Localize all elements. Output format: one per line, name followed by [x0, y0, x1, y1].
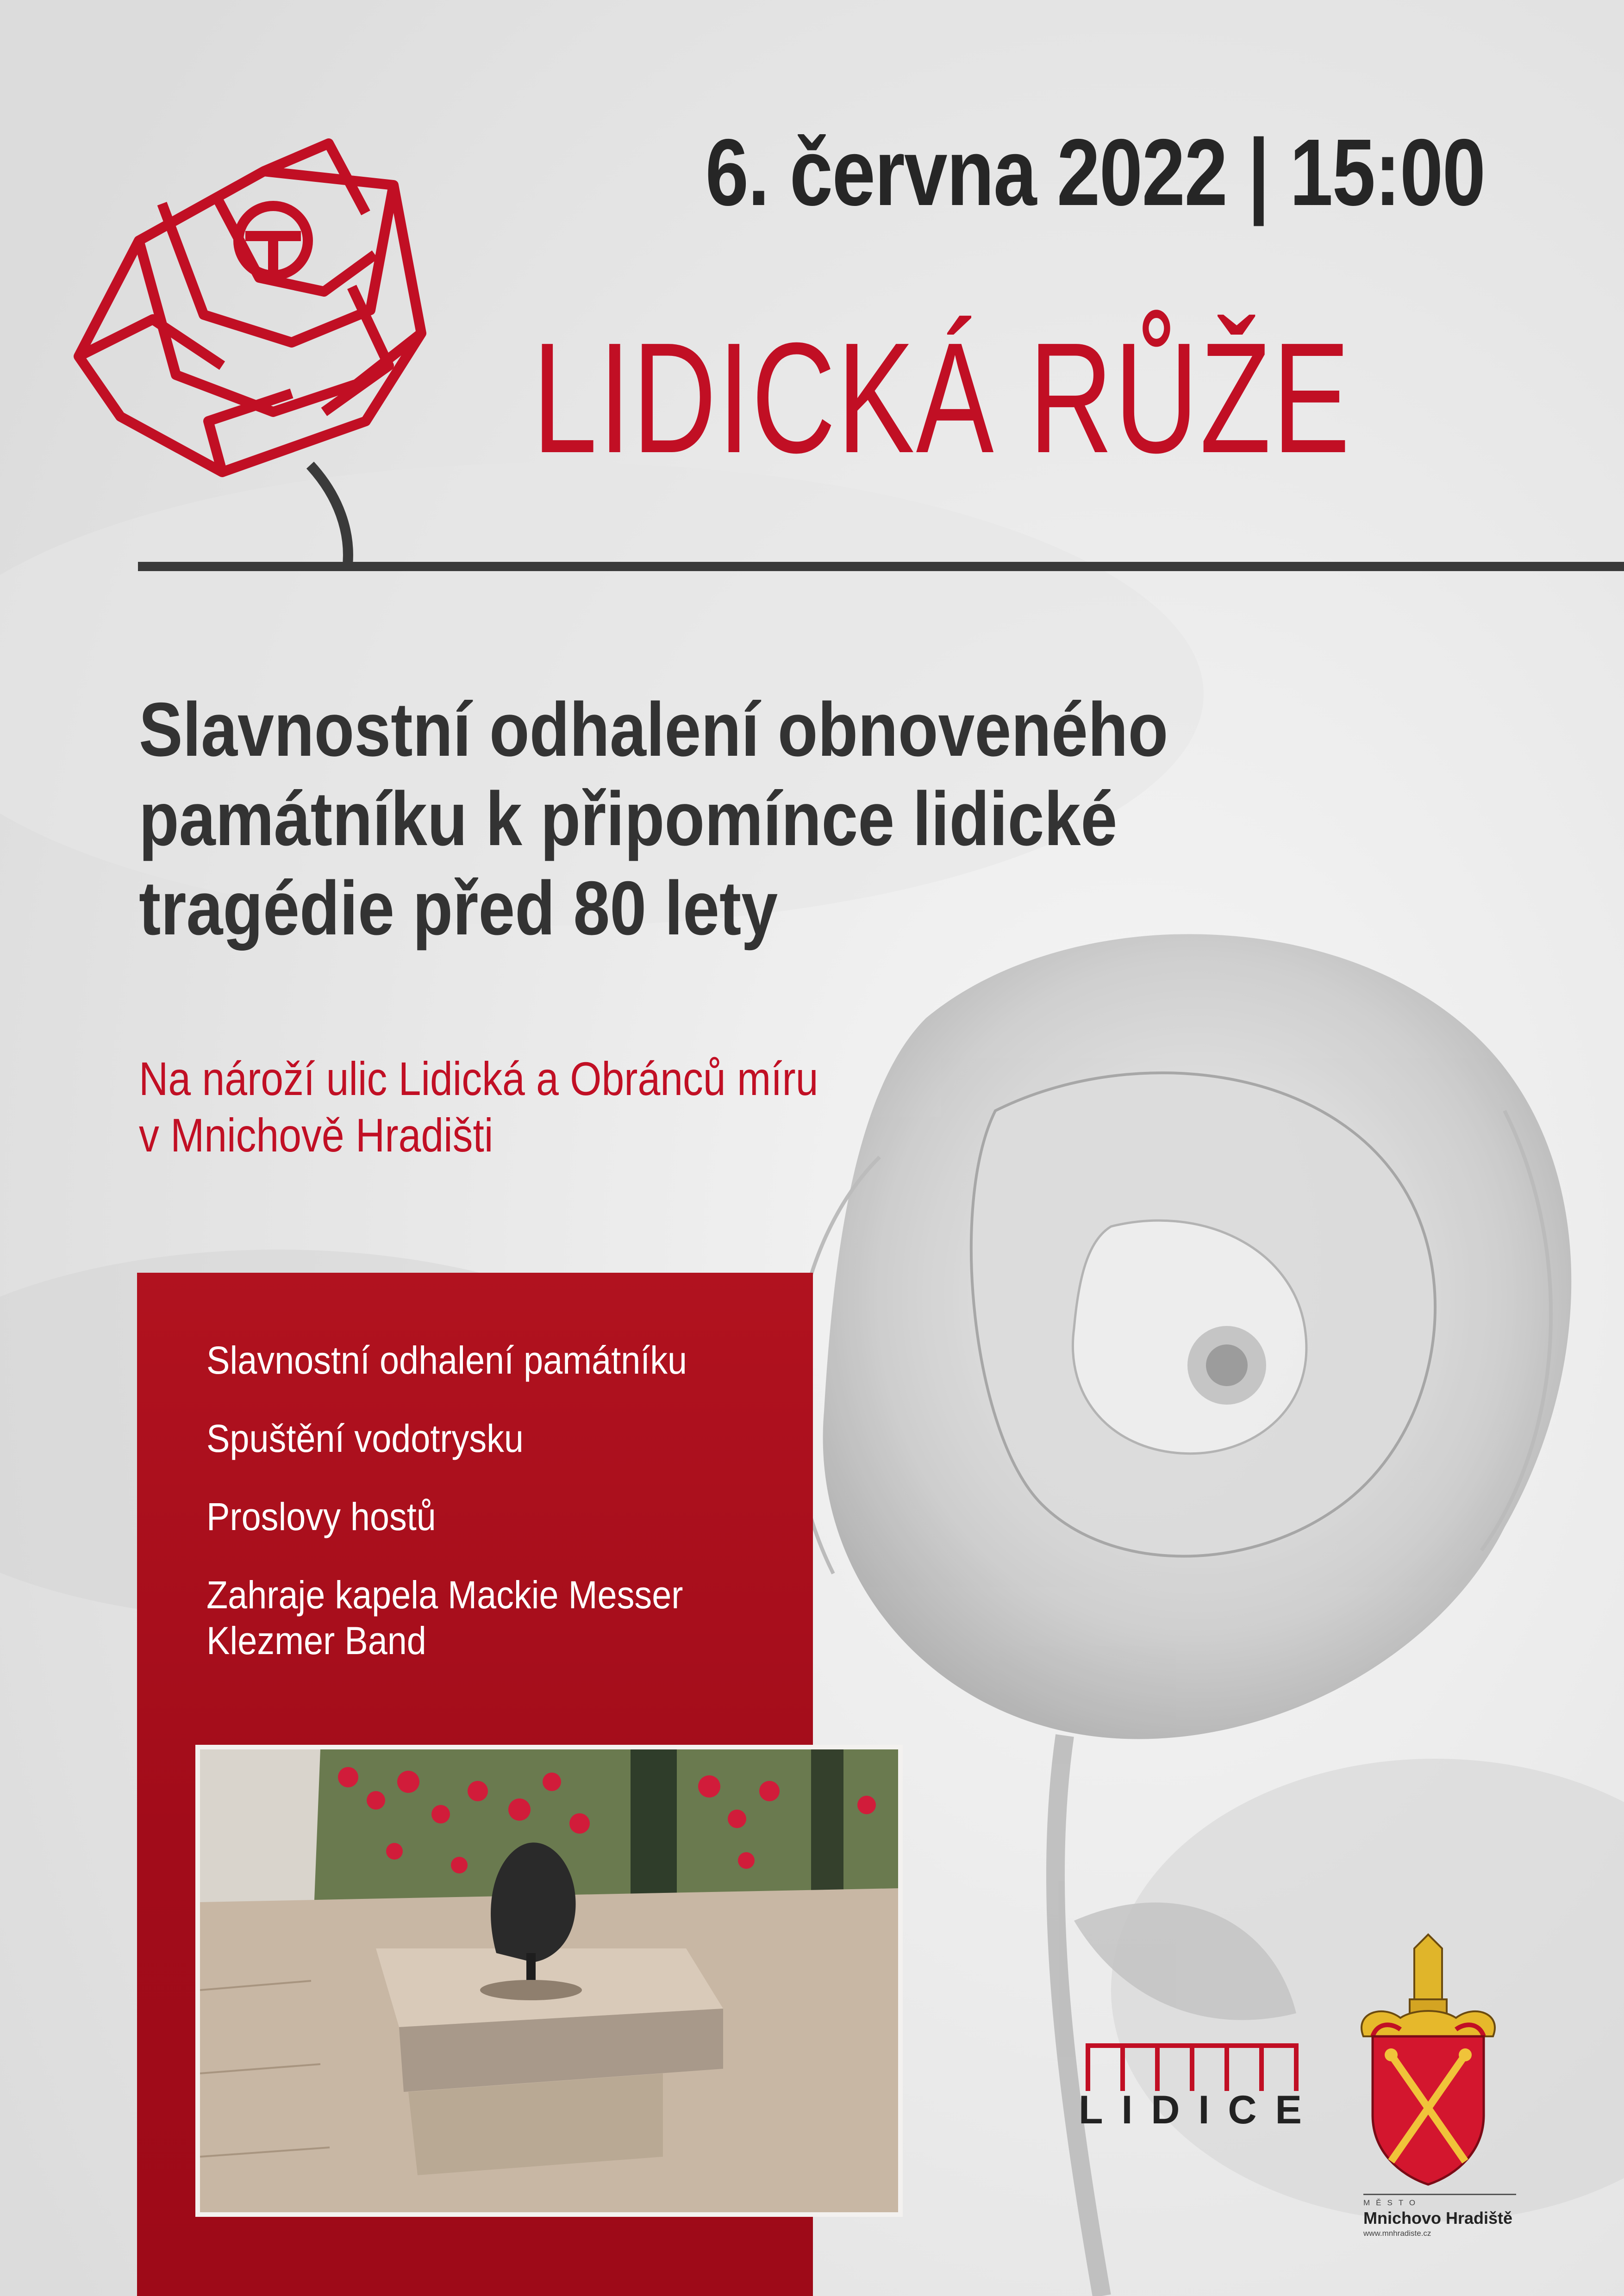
- lidice-logo-text: LIDICE: [1079, 2088, 1320, 2132]
- location-line: Na nároží ulic Lidická a Obránců míru: [139, 1052, 818, 1105]
- event-subtitle: [139, 685, 1174, 953]
- town-url: www.mnhradiste.cz: [1363, 2229, 1431, 2238]
- program-item: [206, 1416, 748, 1462]
- memorial-photo: [195, 1745, 903, 2217]
- subtitle-line: Slavnostní odhalení obnoveného: [139, 687, 1168, 772]
- event-date-time: 6. června 2022 | 15:00: [706, 119, 1485, 225]
- location-line: v Mnichově Hradišti: [139, 1109, 493, 1162]
- title-divider: [138, 562, 1624, 571]
- program-item: [206, 1572, 748, 1664]
- program-item-line: Zahraje kapela Mackie Messer: [206, 1573, 683, 1617]
- lidice-logo: [1079, 2036, 1320, 2143]
- program-item-line: Klezmer Band: [206, 1619, 426, 1663]
- coat-of-arms-icon: [1345, 1930, 1512, 2189]
- program-item-line: Proslovy hostů: [206, 1495, 436, 1539]
- town-label: MĚSTO: [1363, 2198, 1422, 2207]
- crest-divider: [1363, 2194, 1516, 2195]
- town-crest-logo: [1345, 1930, 1512, 2282]
- rose-outline-icon: [69, 125, 486, 581]
- subtitle-line: tragédie před 80 lety: [139, 865, 778, 951]
- event-location: [139, 1051, 818, 1164]
- program-item: [206, 1338, 748, 1383]
- program-item-line: Slavnostní odhalení památníku: [206, 1338, 687, 1382]
- event-title: LIDICKÁ RŮŽE: [532, 310, 1352, 486]
- program-item-line: Spuštění vodotrysku: [206, 1417, 524, 1461]
- program-list: [206, 1338, 748, 1697]
- subtitle-line: památníku k připomínce lidické: [139, 776, 1118, 862]
- town-name: Mnichovo Hradiště: [1363, 2209, 1513, 2228]
- program-item: [206, 1494, 748, 1540]
